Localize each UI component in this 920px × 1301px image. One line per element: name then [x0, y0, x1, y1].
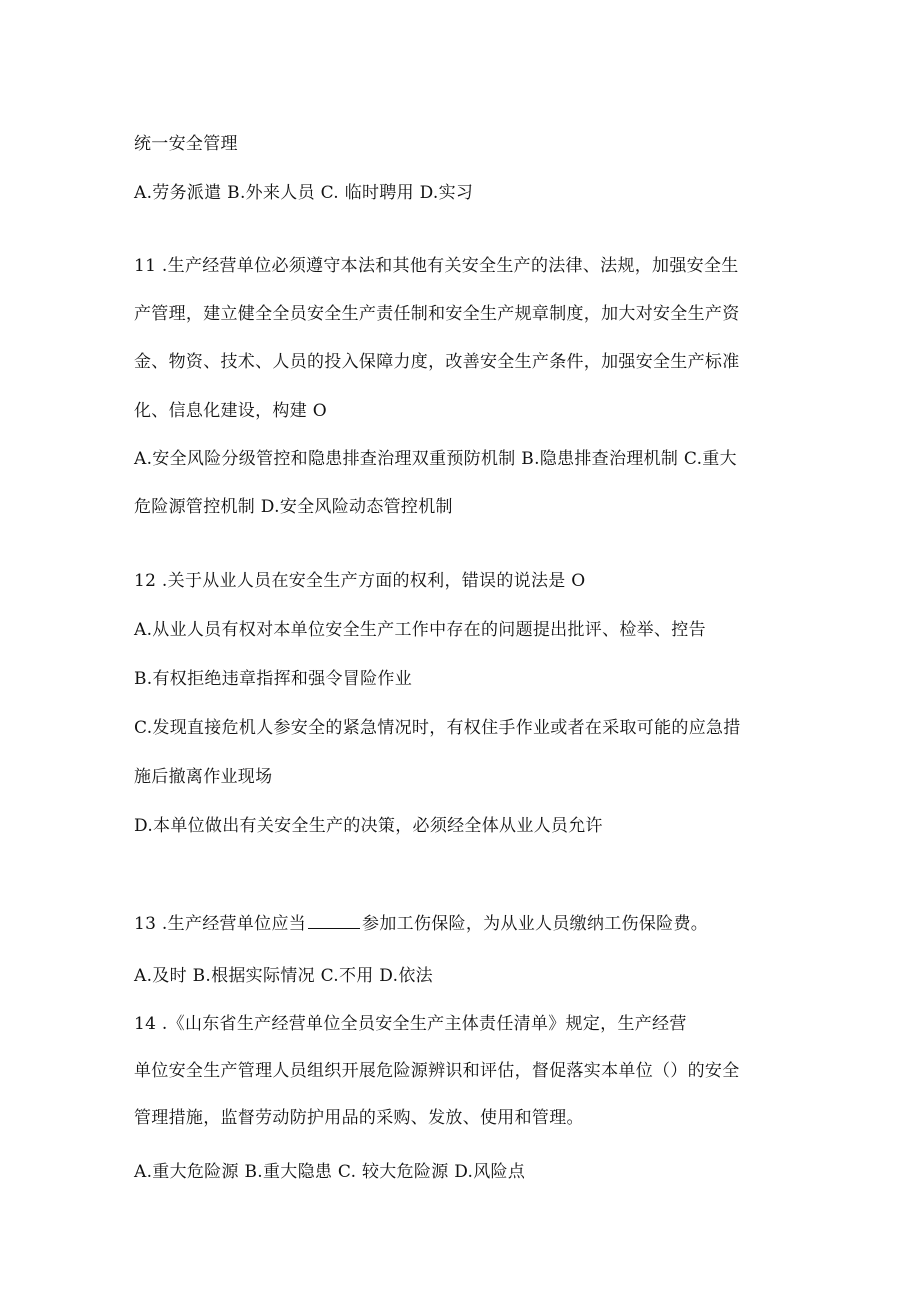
q12-option-a: A.从业人员有权对本单位安全生产工作中存在的问题提出批评、检举、控告	[134, 620, 706, 640]
q10-options: A.劳务派遣 B.外来人员 C. 临时聘用 D.实习	[134, 183, 474, 203]
q13-text-after-blank: 参加工伤保险，为从业人员缴纳工伤保险费。	[362, 914, 709, 934]
q11-text-line-4: 化、信息化建设，构建 O	[134, 401, 327, 421]
q14-text-line-2: 单位安全生产管理人员组织开展危险源辨识和评估，督促落实本单位（）的安全	[134, 1061, 740, 1081]
q13-text-before-blank: 13 .生产经营单位应当	[134, 914, 307, 934]
q14-text-line-1: 14 .《山东省生产经营单位全员安全生产主体责任清单》规定，生产经营	[134, 1014, 687, 1034]
q13-options: A.及时 B.根据实际情况 C.不用 D.依法	[134, 966, 433, 986]
q11-text-line-3: 金、物资、技术、人员的投入保障力度，改善安全生产条件，加强安全生产标准	[134, 352, 740, 372]
q13-text-line	[134, 912, 708, 936]
q10-text-line: 统一安全管理	[134, 134, 238, 154]
q12-option-c-line-2: 施后撤离作业现场	[134, 767, 273, 787]
q11-text-line-2: 产管理，建立健全全员安全生产责任制和安全生产规章制度，加大对安全生产资	[134, 304, 740, 324]
q12-text-line: 12 .关于从业人员在安全生产方面的权利，错误的说法是 O	[134, 571, 586, 591]
q11-text-line-1: 11 .生产经营单位必须遵守本法和其他有关安全生产的法律、法规，加强安全生	[134, 256, 739, 276]
q12-option-c-line-1: C.发现直接危机人参安全的紧急情况时，有权住手作业或者在采取可能的应急措	[134, 718, 741, 738]
q11-options-line-2: 危险源管控机制 D.安全风险动态管控机制	[134, 497, 453, 517]
q12-option-d: D.本单位做出有关安全生产的决策，必须经全体从业人员允许	[134, 816, 603, 836]
q11-options-line-1: A.安全风险分级管控和隐患排查治理双重预防机制 B.隐患排查治理机制 C.重大	[134, 449, 737, 469]
q14-options: A.重大危险源 B.重大隐患 C. 较大危险源 D.风险点	[134, 1162, 526, 1182]
q13-fill-blank	[308, 914, 360, 929]
q14-text-line-3: 管理措施，监督劳动防护用品的采购、发放、使用和管理。	[134, 1108, 584, 1128]
q12-option-b: B.有权拒绝违章指挥和强令冒险作业	[134, 669, 412, 689]
